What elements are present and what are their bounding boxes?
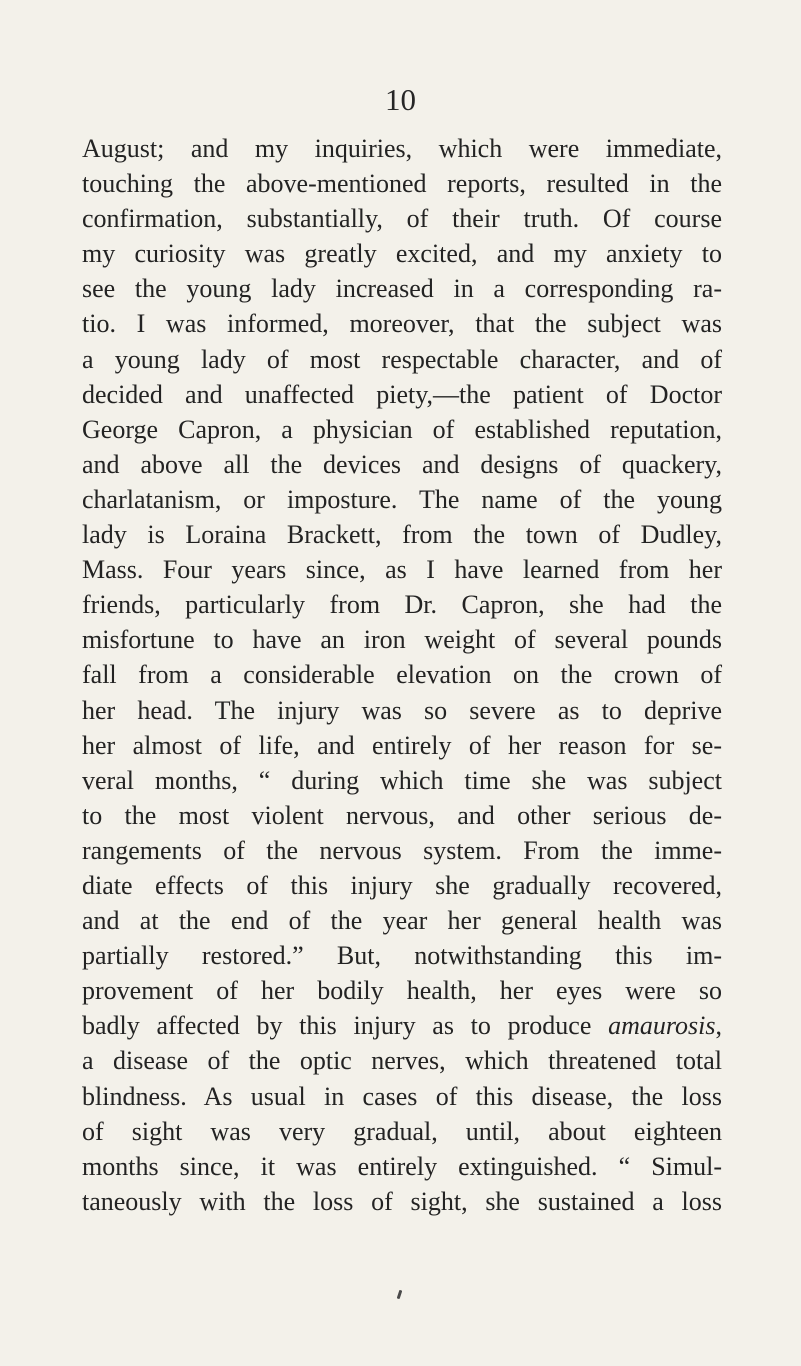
text-line: charlatanism, or imposture. The name of the young: [82, 484, 722, 514]
ink-speck: [397, 1290, 403, 1299]
text-line: my curiosity was greatly excited, and my anxiety to: [82, 239, 722, 269]
text-line: Mass. Four years since, as I have learned from her: [82, 555, 722, 585]
text-line: a disease of the optic nerves, which threatened total: [82, 1046, 722, 1076]
text-line: partially restored.” But, notwithstanding this im-: [82, 941, 722, 971]
text-line: her head. The injury was so severe as to deprive: [82, 695, 722, 725]
text-line: and above all the devices and designs of quackery,: [82, 449, 722, 479]
italic-term: amaurosis: [608, 1011, 716, 1041]
text-line: rangements of the nervous system. From the imme-: [82, 835, 722, 865]
text-line: August; and my inquiries, which were immediate,: [82, 134, 722, 163]
text-line: veral months, “ during which time she was subject: [82, 765, 722, 795]
text-line: tio. I was informed, moreover, that the subject was: [82, 309, 722, 339]
text-line-italic: [82, 1008, 722, 1043]
text-line: provement of her bodily health, her eyes were so: [82, 976, 722, 1006]
text-line: George Capron, a physician of established reputation,: [82, 414, 722, 444]
text-line: her almost of life, and entirely of her reason for se-: [82, 730, 722, 760]
text-line: decided and unaffected piety,—the patient of Doctor: [82, 379, 722, 409]
text-segment: badly affected by this injury as to produce: [82, 1011, 609, 1041]
text-line: fall from a considerable elevation on the crown of: [82, 660, 722, 690]
text-line: diate effects of this injury she gradually recovered,: [82, 870, 722, 900]
text-line: lady is Loraina Brackett, from the town of Dudley,: [82, 520, 722, 550]
page-number: 10: [385, 82, 416, 117]
text-segment: ,: [715, 1011, 722, 1041]
text-line: confirmation, substantially, of their truth. Of course: [82, 204, 722, 234]
text-line: of sight was very gradual, until, about eighteen: [82, 1116, 722, 1146]
text-line: misfortune to have an iron weight of several pounds: [82, 625, 722, 655]
text-line: touching the above-mentioned reports, resulted in the: [82, 169, 722, 199]
body-text: [82, 131, 722, 1219]
text-line: friends, particularly from Dr. Capron, she had the: [82, 590, 722, 620]
text-line: taneously with the loss of sight, she sustained a loss: [82, 1186, 722, 1216]
text-line: months since, it was entirely extinguished. “ Simul-: [82, 1151, 722, 1181]
text-line: a young lady of most respectable character, and of: [82, 344, 722, 374]
text-line: and at the end of the year her general health was: [82, 906, 722, 936]
text-line: see the young lady increased in a corresponding ra-: [82, 274, 722, 304]
text-line: to the most violent nervous, and other serious de-: [82, 800, 722, 830]
text-line: blindness. As usual in cases of this disease, the loss: [82, 1081, 722, 1111]
